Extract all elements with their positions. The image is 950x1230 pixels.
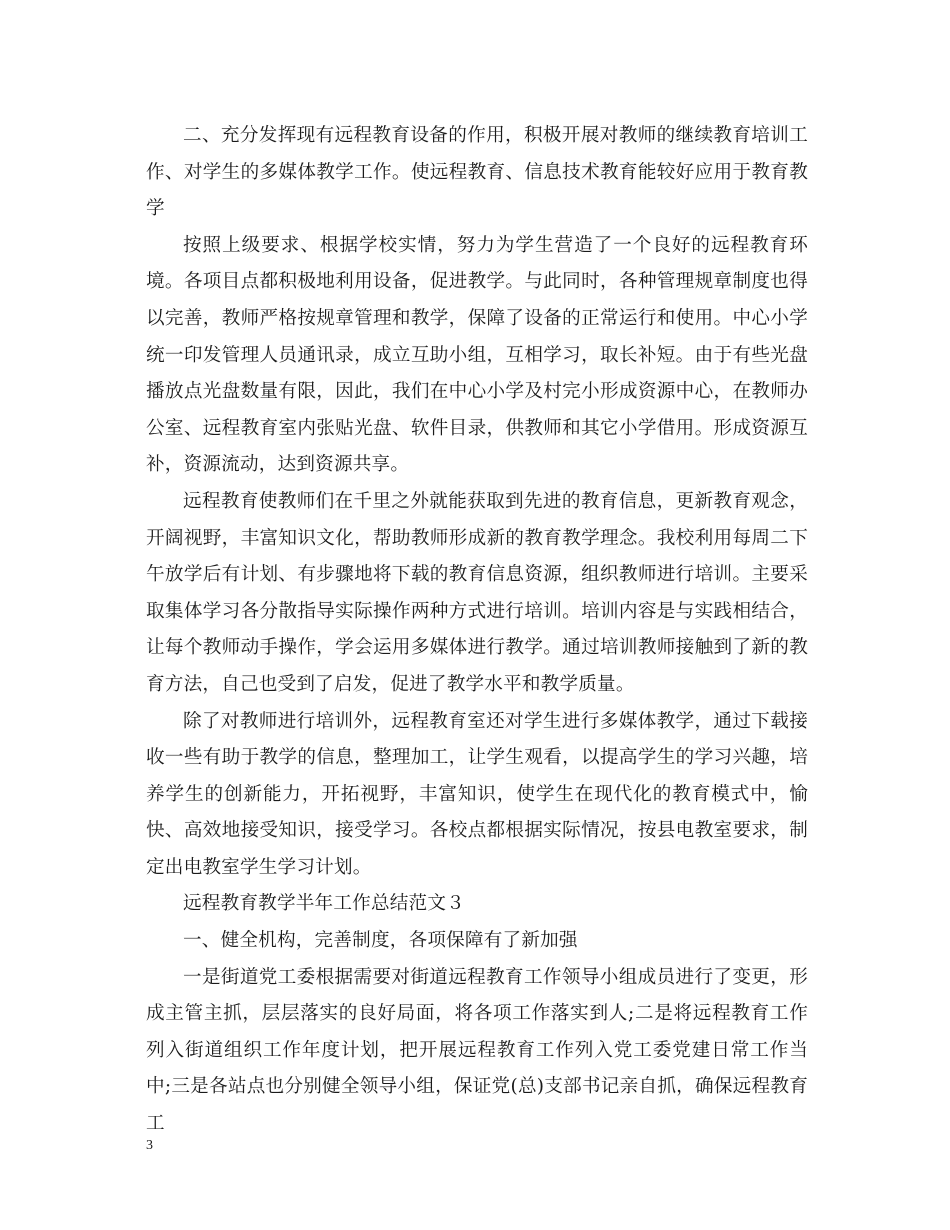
document-body: [146, 118, 808, 1143]
paragraph-section-one-heading: 一、健全机构，完善制度，各项保障有了新加强: [183, 930, 578, 952]
page-number: 3: [146, 1138, 153, 1153]
paragraph-sample-title: 远程教育教学半年工作总结范文３: [183, 893, 465, 915]
paragraph-teacher-training: 远程教育使教师们在千里之外就能获取到先进的教育信息，更新教育观念，开阔视野，丰富知识文化，帮助教师形成新的教育教学理念。我校利用每周二下午放学后有计划、有步骤地将下载的教育信息资源，组织教师进行培训。主要采取集体学习各分散指导实际操作两种方式进行培训。培训内容是与实践相结合，让每个教师动手操作，学会运用多媒体进行教学。通过培训教师接触到了新的教育方法，自己也受到了启发，促进了教学水平和教学质量。: [146, 490, 808, 695]
paragraph-resource-sharing: 按照上级要求、根据学校实情，努力为学生营造了一个良好的远程教育环境。各项目点都积极地利用设备，促进教学。与此同时，各种管理规章制度也得以完善，教师严格按规章管理和教学，保障了设备的正常运行和使用。中心小学统一印发管理人员通讯录，成立互助小组，互相学习，取长补短。由于有些光盘播放点光盘数量有限，因此，我们在中心小学及村完小形成资源中心，在教师办公室、远程教育室内张贴光盘、软件目录，供教师和其它小学借用。形成资源互补，资源流动，达到资源共享。: [146, 234, 808, 476]
paragraph-student-multimedia: 除了对教师进行培训外，远程教育室还对学生进行多媒体教学，通过下载接收一些有助于教学的信息，整理加工，让学生观看，以提高学生的学习兴趣，培养学生的创新能力，开拓视野，丰富知识，使学生在现代化的教育模式中，愉快、高效地接受知识，接受学习。各校点都根据实际情况，按县电教室要求，制定出电教室学生学习计划。: [146, 710, 808, 878]
paragraph-organization-details: 一是街道党工委根据需要对街道远程教育工作领导小组成员进行了变更，形成主管主抓，层层落实的良好局面，将各项工作落实到人;二是将远程教育工作列入街道组织工作年度计划，把开展远程教育工作列入党工委党建日常工作当中;三是各站点也分别健全领导小组，保证党(总)支部书记亲自抓，确保远程教育工: [146, 966, 808, 1135]
paragraph-section-two-heading: 二、充分发挥现有远程教育设备的作用，积极开展对教师的继续教育培训工作、对学生的多媒体教学工作。使远程教育、信息技术教育能较好应用于教育教学: [146, 125, 808, 220]
